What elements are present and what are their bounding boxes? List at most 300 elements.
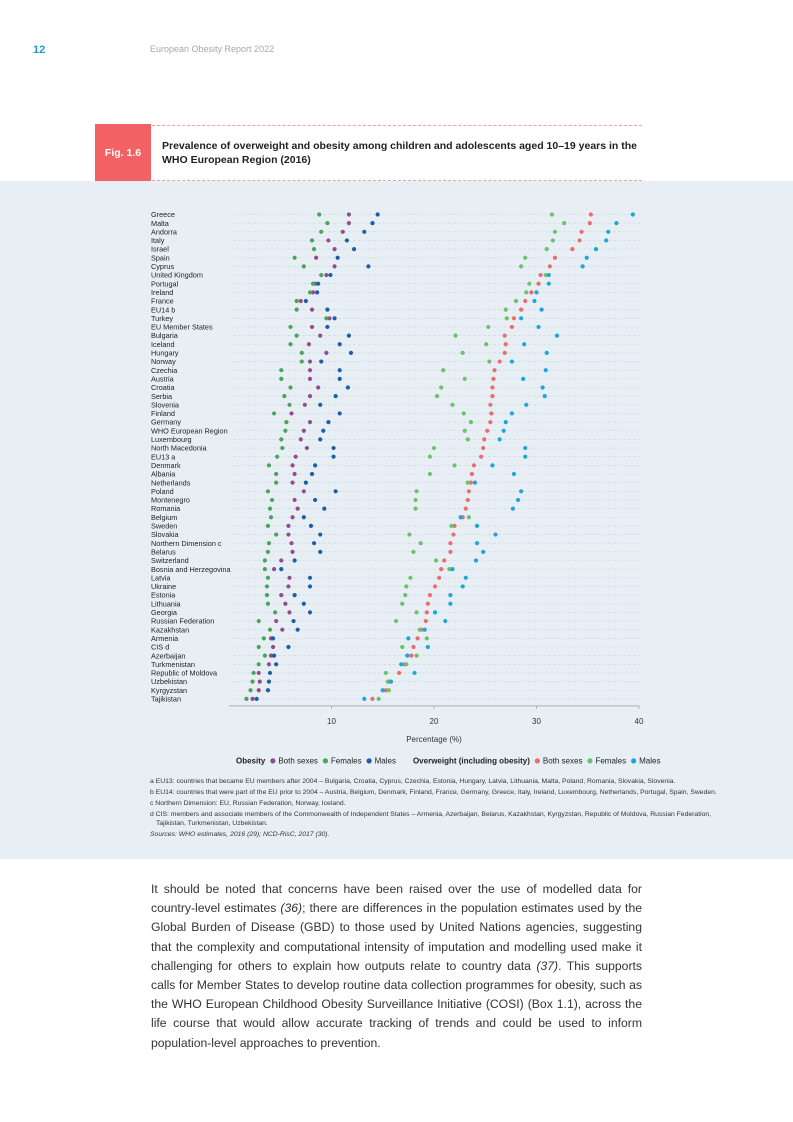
legend-marker xyxy=(535,758,540,763)
data-point xyxy=(377,697,381,701)
data-point xyxy=(331,446,335,450)
data-point xyxy=(286,524,290,528)
data-point xyxy=(273,610,277,614)
data-point xyxy=(326,238,330,242)
data-point xyxy=(492,368,496,372)
data-point xyxy=(265,593,269,597)
data-point xyxy=(257,662,261,666)
data-point xyxy=(313,463,317,467)
figure-label: Fig. 1.6 xyxy=(95,124,151,182)
data-point xyxy=(481,550,485,554)
data-point xyxy=(302,429,306,433)
data-point xyxy=(523,256,527,260)
data-point xyxy=(347,221,351,225)
data-point xyxy=(510,411,514,415)
country-label: Tajikistan xyxy=(151,694,182,704)
data-point xyxy=(274,532,278,536)
data-point xyxy=(472,463,476,467)
data-point xyxy=(448,550,452,554)
country-label: Ukraine xyxy=(151,582,177,592)
country-label: Switzerland xyxy=(151,556,189,566)
data-point xyxy=(309,524,313,528)
data-point xyxy=(405,654,409,658)
legend-label: Females xyxy=(330,756,362,766)
data-point xyxy=(414,610,418,614)
data-point xyxy=(489,411,493,415)
legend-marker xyxy=(631,758,636,763)
data-point xyxy=(418,628,422,632)
data-point xyxy=(389,680,393,684)
data-point xyxy=(413,498,417,502)
data-point xyxy=(280,446,284,450)
data-point xyxy=(295,308,299,312)
data-point xyxy=(404,662,408,666)
data-point xyxy=(461,351,465,355)
country-label: EU14 b xyxy=(151,305,176,315)
data-point xyxy=(485,429,489,433)
data-point xyxy=(266,602,270,606)
data-point xyxy=(400,645,404,649)
country-label: Belgium xyxy=(151,512,178,522)
data-point xyxy=(299,437,303,441)
data-point xyxy=(462,411,466,415)
data-point xyxy=(315,290,319,294)
data-point xyxy=(428,455,432,459)
data-point xyxy=(308,610,312,614)
data-point xyxy=(304,299,308,303)
data-point xyxy=(266,576,270,580)
data-point xyxy=(366,264,370,268)
country-label: WHO European Region xyxy=(151,426,228,436)
data-point xyxy=(258,680,262,684)
data-point xyxy=(294,455,298,459)
country-label: Iceland xyxy=(151,339,175,349)
data-point xyxy=(414,489,418,493)
legend-marker xyxy=(323,758,328,763)
x-tick-label: 30 xyxy=(532,716,541,726)
data-point xyxy=(272,654,276,658)
data-point xyxy=(541,385,545,389)
data-point xyxy=(280,628,284,632)
data-point xyxy=(290,550,294,554)
data-point xyxy=(304,481,308,485)
data-point xyxy=(488,403,492,407)
data-point xyxy=(512,472,516,476)
data-point xyxy=(589,212,593,216)
data-point xyxy=(370,221,374,225)
data-point xyxy=(467,489,471,493)
data-point xyxy=(384,671,388,675)
data-point xyxy=(419,541,423,545)
country-label: Montenegro xyxy=(151,495,190,505)
data-point xyxy=(293,558,297,562)
data-point xyxy=(345,238,349,242)
data-point xyxy=(524,290,528,294)
body-paragraph xyxy=(151,880,642,1053)
data-point xyxy=(504,308,508,312)
data-point xyxy=(266,550,270,554)
data-point xyxy=(387,688,391,692)
data-point xyxy=(318,437,322,441)
data-point xyxy=(291,619,295,623)
x-tick-label: 10 xyxy=(327,716,336,726)
data-point xyxy=(331,455,335,459)
data-point xyxy=(296,628,300,632)
data-point xyxy=(459,515,463,519)
data-point xyxy=(555,334,559,338)
data-point xyxy=(412,671,416,675)
data-point xyxy=(321,429,325,433)
country-label: CIS d xyxy=(151,642,170,652)
data-point xyxy=(448,602,452,606)
data-point xyxy=(536,282,540,286)
data-point xyxy=(543,394,547,398)
country-label: Sweden xyxy=(151,521,178,531)
data-point xyxy=(553,256,557,260)
data-point xyxy=(503,351,507,355)
data-point xyxy=(279,558,283,562)
data-point xyxy=(286,584,290,588)
country-label: Republic of Moldova xyxy=(151,668,218,678)
title-rule-top xyxy=(152,125,642,126)
citation-36[interactable]: (36) xyxy=(280,901,303,916)
country-label: Slovenia xyxy=(151,400,179,410)
footnote-b: b EU14: countries that were part of the EU prior to 2004 – Austria, Belgium, Denmark, Finland, France, Germany, Greece, Italy, Ireland, Luxembourg, Netherlands, Portugal, Spain, Sweden. xyxy=(150,789,717,796)
data-point xyxy=(474,558,478,562)
data-point xyxy=(299,299,303,303)
data-point xyxy=(347,212,351,216)
data-point xyxy=(548,264,552,268)
country-label: Ireland xyxy=(151,287,174,297)
data-point xyxy=(475,524,479,528)
figure-panel xyxy=(0,181,793,859)
data-point xyxy=(547,273,551,277)
data-point xyxy=(434,558,438,562)
country-label: Spain xyxy=(151,253,170,263)
data-point xyxy=(347,334,351,338)
data-point xyxy=(312,541,316,545)
data-point xyxy=(413,507,417,511)
sources-note: Sources: WHO estimates, 2016 (29); NCD-RisC, 2017 (30). xyxy=(150,831,330,838)
data-point xyxy=(279,593,283,597)
data-point xyxy=(250,697,254,701)
country-label: Armenia xyxy=(151,633,179,643)
data-point xyxy=(527,282,531,286)
data-point xyxy=(425,610,429,614)
data-point xyxy=(272,411,276,415)
data-point xyxy=(263,654,267,658)
data-point xyxy=(551,238,555,242)
data-point xyxy=(362,697,366,701)
data-point xyxy=(248,688,252,692)
data-point xyxy=(319,230,323,234)
country-label: EU13 a xyxy=(151,452,176,462)
data-point xyxy=(302,602,306,606)
data-point xyxy=(423,628,427,632)
data-point xyxy=(362,230,366,234)
data-point xyxy=(539,273,543,277)
data-point xyxy=(263,558,267,562)
data-point xyxy=(448,541,452,545)
data-point xyxy=(503,334,507,338)
data-point xyxy=(547,282,551,286)
data-point xyxy=(349,351,353,355)
data-point xyxy=(510,325,514,329)
data-point xyxy=(268,628,272,632)
country-label: Kazakhstan xyxy=(151,625,190,635)
data-point xyxy=(425,636,429,640)
data-point xyxy=(302,489,306,493)
data-point xyxy=(394,619,398,623)
data-point xyxy=(271,636,275,640)
data-point xyxy=(511,507,515,511)
data-point xyxy=(532,299,536,303)
data-point xyxy=(319,359,323,363)
data-point xyxy=(325,308,329,312)
data-point xyxy=(432,446,436,450)
data-point xyxy=(404,584,408,588)
data-point xyxy=(435,394,439,398)
data-point xyxy=(270,498,274,502)
data-point xyxy=(414,654,418,658)
data-point xyxy=(450,403,454,407)
data-point xyxy=(324,273,328,277)
data-point xyxy=(409,654,413,658)
data-point xyxy=(307,342,311,346)
data-point xyxy=(288,325,292,329)
data-point xyxy=(469,420,473,424)
country-label: Bosnia and Herzegovina xyxy=(151,564,231,574)
country-label: Albania xyxy=(151,469,176,479)
data-point xyxy=(466,437,470,441)
country-label: Poland xyxy=(151,486,174,496)
data-point xyxy=(490,463,494,467)
data-point xyxy=(519,308,523,312)
data-point xyxy=(570,247,574,251)
country-label: Czechia xyxy=(151,365,178,375)
data-point xyxy=(325,325,329,329)
data-point xyxy=(303,403,307,407)
data-point xyxy=(577,238,581,242)
country-label: Hungary xyxy=(151,348,179,358)
data-point xyxy=(266,489,270,493)
data-point xyxy=(544,368,548,372)
x-tick-label: 20 xyxy=(429,716,439,726)
data-point xyxy=(449,524,453,528)
data-point xyxy=(318,403,322,407)
legend-label: Males xyxy=(639,756,661,766)
data-point xyxy=(286,532,290,536)
data-point xyxy=(545,247,549,251)
data-point xyxy=(443,619,447,623)
data-point xyxy=(467,515,471,519)
data-point xyxy=(502,429,506,433)
data-point xyxy=(274,619,278,623)
legend-marker xyxy=(587,758,592,763)
data-point xyxy=(308,368,312,372)
data-point xyxy=(352,247,356,251)
data-point xyxy=(300,351,304,355)
data-point xyxy=(604,238,608,242)
data-point xyxy=(318,334,322,338)
data-point xyxy=(268,507,272,511)
data-point xyxy=(433,584,437,588)
data-point xyxy=(279,377,283,381)
data-point xyxy=(308,420,312,424)
data-point xyxy=(289,411,293,415)
data-point xyxy=(295,334,299,338)
data-point xyxy=(257,688,261,692)
data-point xyxy=(341,230,345,234)
data-point xyxy=(295,299,299,303)
data-point xyxy=(631,212,635,216)
data-point xyxy=(514,299,518,303)
data-point xyxy=(510,359,514,363)
data-point xyxy=(504,342,508,346)
data-point xyxy=(407,532,411,536)
country-label: Georgia xyxy=(151,608,177,617)
legend-label: Females xyxy=(595,756,627,766)
data-point xyxy=(308,584,312,588)
data-point xyxy=(287,610,291,614)
data-point xyxy=(519,316,523,320)
data-point xyxy=(338,342,342,346)
data-point xyxy=(322,507,326,511)
data-point xyxy=(289,541,293,545)
data-point xyxy=(370,697,374,701)
data-point xyxy=(451,532,455,536)
legend-marker xyxy=(270,758,275,763)
data-point xyxy=(265,584,269,588)
data-point xyxy=(255,697,259,701)
data-point xyxy=(308,359,312,363)
data-point xyxy=(267,463,271,467)
legend-title-obesity: Obesity xyxy=(236,756,266,766)
data-point xyxy=(550,212,554,216)
data-point xyxy=(524,403,528,407)
data-point xyxy=(464,507,468,511)
data-point xyxy=(441,368,445,372)
data-point xyxy=(338,377,342,381)
data-point xyxy=(461,584,465,588)
data-point xyxy=(266,688,270,692)
country-label: Cyprus xyxy=(151,262,175,271)
data-point xyxy=(267,680,271,684)
data-point xyxy=(540,308,544,312)
data-point xyxy=(290,463,294,467)
data-point xyxy=(287,576,291,580)
data-point xyxy=(486,325,490,329)
data-point xyxy=(437,576,441,580)
data-point xyxy=(529,290,533,294)
data-point xyxy=(310,472,314,476)
data-point xyxy=(424,619,428,623)
data-point xyxy=(338,368,342,372)
data-point xyxy=(376,212,380,216)
data-point xyxy=(588,221,592,225)
data-point xyxy=(334,489,338,493)
country-label: Lithuania xyxy=(151,599,181,609)
data-point xyxy=(426,645,430,649)
data-point xyxy=(473,481,477,485)
data-point xyxy=(283,602,287,606)
data-point xyxy=(439,567,443,571)
legend-label: Males xyxy=(374,756,396,766)
data-point xyxy=(332,264,336,268)
data-point xyxy=(448,593,452,597)
country-label: Malta xyxy=(151,218,169,228)
data-point xyxy=(488,420,492,424)
data-point xyxy=(504,420,508,424)
data-point xyxy=(512,316,516,320)
country-label: Azerbaijan xyxy=(151,651,186,661)
data-point xyxy=(411,550,415,554)
country-label: Norway xyxy=(151,357,176,367)
data-point xyxy=(491,377,495,381)
data-point xyxy=(308,377,312,381)
data-point xyxy=(257,619,261,623)
citation-37[interactable]: (37) xyxy=(536,958,559,973)
data-point xyxy=(250,680,254,684)
country-label: Russian Federation xyxy=(151,616,215,626)
country-label: Estonia xyxy=(151,590,176,600)
country-label: Romania xyxy=(151,504,181,514)
data-point xyxy=(300,359,304,363)
data-point xyxy=(310,308,314,312)
country-label: Luxembourg xyxy=(151,435,192,444)
data-point xyxy=(288,385,292,389)
data-point xyxy=(293,593,297,597)
data-point xyxy=(580,230,584,234)
data-point xyxy=(346,385,350,389)
data-point xyxy=(403,593,407,597)
data-point xyxy=(534,290,538,294)
data-point xyxy=(487,359,491,363)
data-point xyxy=(263,567,267,571)
data-point xyxy=(426,602,430,606)
body-text-2: ; there are differences in the population estimates used by the Global Burden of Disease (GBD) to those used by United Nations agencies, suggesting that the complexity and computational intensity of imputation and modelling used make it challenging for others to explain how outputs relate to country data xyxy=(151,901,642,973)
data-point xyxy=(284,420,288,424)
data-point xyxy=(336,256,340,260)
data-point xyxy=(498,437,502,441)
data-point xyxy=(536,325,540,329)
data-point xyxy=(523,446,527,450)
data-point xyxy=(296,507,300,511)
data-point xyxy=(328,273,332,277)
country-label: Portugal xyxy=(151,279,179,289)
country-label: Italy xyxy=(151,236,165,246)
data-point xyxy=(282,394,286,398)
footnote-a: a EU13: countries that became EU members after 2004 – Bulgaria, Croatia, Cyprus, Czechia, Estonia, Hungary, Latvia, Lithuania, Malta, Poland, Romania, Slovakia, Slovenia. xyxy=(150,778,676,785)
data-point xyxy=(266,524,270,528)
body-text-3: . This supports calls for Member States to develop routine data collection programmes for obesity, such as the WHO European Childhood Obesity Surveillance Initiative (COSI) (Box 1.1), across the life course that would allow accurate tracking of trends and could be used to inform population-level approaches to prevention. xyxy=(151,958,642,1050)
data-point xyxy=(481,446,485,450)
x-tick-label: 40 xyxy=(634,716,644,726)
data-point xyxy=(397,671,401,675)
data-point xyxy=(614,221,618,225)
country-label: Uzbekistan xyxy=(151,677,188,687)
data-point xyxy=(453,334,457,338)
country-label: EU Member States xyxy=(151,322,213,332)
data-point xyxy=(523,299,527,303)
data-point xyxy=(293,472,297,476)
data-point xyxy=(287,403,291,407)
data-point xyxy=(464,576,468,580)
data-point xyxy=(324,351,328,355)
data-point xyxy=(262,636,266,640)
data-point xyxy=(585,256,589,260)
data-point xyxy=(267,662,271,666)
